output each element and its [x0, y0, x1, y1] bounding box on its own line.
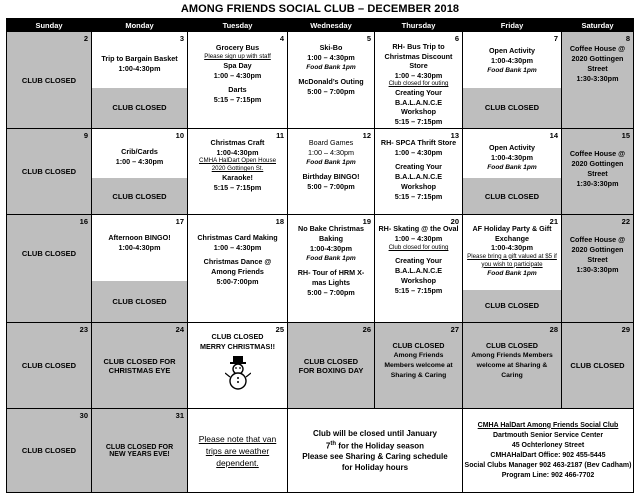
- club-closed-label: CLUB CLOSED: [570, 361, 625, 370]
- day-cell-30: [7, 409, 92, 493]
- day-cell-24: [92, 323, 188, 409]
- day-number: 31: [175, 411, 184, 420]
- week-row: [7, 409, 634, 493]
- day-number: 15: [621, 131, 630, 140]
- club-closed-label: CLUB CLOSED FOR NEW YEARS EVE!: [105, 443, 174, 458]
- event-title: Grocery Bus: [215, 43, 260, 52]
- day-header-friday: Friday: [463, 19, 562, 32]
- day-number: 7: [553, 34, 558, 43]
- day-number: 3: [179, 34, 184, 43]
- event-title: No Bake Christmas Baking: [298, 224, 364, 243]
- club-closed-label: CLUB CLOSED FOR BOXING DAY: [298, 356, 364, 375]
- event-time: 5:00 – 7:00pm: [307, 87, 355, 96]
- event-time: 5:00-7:00pm: [216, 277, 259, 286]
- food-bank-note: Food Bank 1pm: [306, 64, 356, 71]
- event-title: Coffee House @ 2020 Gottingen Street: [569, 235, 626, 264]
- event-note: Club closed for outing: [388, 244, 449, 251]
- day-cell-13: [375, 129, 463, 215]
- day-cell-14: [463, 129, 562, 215]
- day-number: 20: [450, 217, 459, 226]
- event-time: 1:00 – 4:30pm: [394, 234, 443, 243]
- day-number: 9: [83, 131, 88, 140]
- week-row: [7, 129, 634, 215]
- day-cell-16: [7, 215, 92, 323]
- day-cell-11: [188, 129, 288, 215]
- day-cell-20: [375, 215, 463, 323]
- event-title: AF Holiday Party & Gift Exchange: [472, 224, 552, 243]
- event-note: CMHA HalDart Open House: [198, 157, 277, 164]
- day-number: 26: [362, 325, 371, 334]
- event-title: Afternoon BINGO!: [108, 233, 171, 242]
- day-header-monday: Monday: [92, 19, 188, 32]
- food-bank-note: Food Bank 1pm: [306, 255, 356, 262]
- contact-line: CMHAHalDart Office: 902 455-5445: [490, 451, 606, 459]
- closure-date: 7: [325, 441, 331, 451]
- event-note: Please bring a gift valued at $5 if you wish to participate: [467, 252, 557, 268]
- holiday-greeting: MERRY CHRISTMAS!!: [199, 342, 276, 351]
- club-closed-label: CLUB CLOSED: [21, 75, 77, 85]
- day-number: 17: [175, 217, 184, 226]
- event-title: Open Activity: [488, 46, 536, 55]
- club-closed-label: CLUB CLOSED: [21, 249, 77, 258]
- day-number: 11: [276, 131, 284, 140]
- event-title: Karaoke!: [222, 173, 253, 182]
- day-cell-15: [562, 129, 634, 215]
- event-title: Coffee House @ 2020 Gottingen Street: [569, 149, 626, 178]
- day-number: 23: [79, 325, 88, 334]
- event-note: Please sign up with staff: [204, 53, 271, 60]
- contact-line: Dartmouth Senior Service Center: [492, 431, 604, 439]
- day-header-saturday: Saturday: [562, 19, 634, 32]
- event-title: RH- Bus Trip to Christmas Discount Store: [384, 42, 453, 70]
- day-cell-31: [92, 409, 188, 493]
- day-cell-18: [188, 215, 288, 323]
- club-closed-label: CLUB CLOSED: [92, 178, 187, 214]
- event-title: Creating Your B.A.L.A.N.C.E Workshop: [394, 162, 443, 191]
- event-note: 2020 Gottingen St.: [211, 165, 264, 172]
- event-title: Christmas Card Making: [197, 233, 278, 242]
- closure-line: for the Holiday season: [336, 441, 425, 451]
- event-time: 5:15 – 7:15pm: [394, 286, 443, 295]
- day-number: 10: [175, 131, 184, 140]
- contact-line: 45 Ochterloney Street: [511, 441, 585, 449]
- club-closed-label: CLUB CLOSED: [463, 290, 561, 322]
- day-number: 19: [362, 217, 371, 226]
- event-time: 1:00-4:30pm: [216, 147, 259, 157]
- day-cell-10: [92, 129, 188, 215]
- event-time: 1:00 – 4:30pm: [394, 148, 443, 157]
- event-time: 1:00 – 4:30pm: [115, 157, 164, 166]
- day-header-sunday: Sunday: [7, 19, 92, 32]
- contact-line: Program Line: 902 466-7702: [501, 471, 595, 479]
- event-time: 1:00-4:30pm: [118, 64, 161, 73]
- day-number: 21: [549, 217, 558, 226]
- day-number: 16: [79, 217, 88, 226]
- day-number: 12: [362, 131, 371, 140]
- event-title: Crib/Cards: [121, 147, 158, 156]
- event-title: Christmas Dance @ Among Friends: [203, 257, 272, 276]
- event-title: Creating Your B.A.L.A.N.C.E Workshop: [394, 256, 443, 285]
- event-time: 5:15 – 7:15pm: [394, 116, 443, 126]
- day-number: 30: [79, 411, 88, 420]
- day-number: 29: [621, 325, 630, 334]
- event-time: 5:15 – 7:15pm: [213, 182, 262, 192]
- club-closed-label: CLUB CLOSED: [486, 341, 538, 350]
- day-cell-22: [562, 215, 634, 323]
- event-time: 1:30-3:30pm: [576, 179, 619, 188]
- event-title: Christmas Craft: [210, 138, 265, 147]
- event-title: Spa Day: [223, 61, 252, 70]
- day-cell-19: [288, 215, 375, 323]
- day-header-wednesday: Wednesday: [288, 19, 375, 32]
- club-closed-label: CLUB CLOSED: [392, 341, 445, 350]
- event-time: 5:00 – 7:00pm: [307, 182, 355, 191]
- day-cell-2: [7, 32, 92, 129]
- day-number: 8: [625, 34, 630, 43]
- day-cell-3: [92, 32, 188, 129]
- food-bank-note: Food Bank 1pm: [487, 164, 537, 171]
- week-row: [7, 323, 634, 409]
- day-cell-17: [92, 215, 188, 323]
- day-cell-23: [7, 323, 92, 409]
- club-closed-label: CLUB CLOSED: [21, 361, 77, 370]
- day-number: 6: [454, 34, 459, 43]
- club-closed-label: CLUB CLOSED: [92, 88, 187, 128]
- event-note: Among Friends Members welcome at Sharing & Caring: [471, 352, 553, 379]
- weekday-header-row: [7, 19, 634, 32]
- calendar-title: AMONG FRIENDS SOCIAL CLUB – DECEMBER 2018: [180, 3, 460, 15]
- event-title: Coffee House @ 2020 Gottingen Street: [569, 44, 626, 73]
- day-cell-26: [288, 323, 375, 409]
- closure-line: Please see Sharing & Caring schedule for Holiday hours: [302, 452, 448, 473]
- day-cell-8: [562, 32, 634, 129]
- event-time: 1:00 – 4:30pm: [394, 70, 443, 80]
- event-time: 1:30-3:30pm: [576, 265, 619, 274]
- snowman-icon: [225, 356, 251, 390]
- day-number: 2: [83, 34, 88, 43]
- event-title: RH- SPCA Thrift Store: [380, 138, 457, 147]
- event-title: Ski-Bo: [319, 43, 343, 52]
- closure-date-suffix: th: [330, 440, 337, 447]
- van-note-cell: [188, 409, 288, 493]
- holiday-closure-cell: [288, 409, 463, 493]
- event-title: McDonald’s Outing: [298, 77, 364, 86]
- event-time: 1:00-4:30pm: [118, 243, 161, 252]
- event-title: Trip to Bargain Basket: [101, 54, 178, 63]
- event-time: 1:00 – 4:30pm: [307, 53, 355, 62]
- event-time: 1:00 – 4:30pm: [213, 243, 262, 252]
- day-cell-9: [7, 129, 92, 215]
- van-weather-note: Please note that van trips are weather dependent.: [198, 433, 277, 468]
- day-number: 27: [450, 325, 459, 334]
- closure-line: Club will be closed until January: [312, 428, 438, 438]
- event-note: Among Friends Members welcome at Sharing & Caring: [384, 352, 453, 379]
- day-number: 5: [366, 34, 371, 43]
- day-cell-27: [375, 323, 463, 409]
- event-time: 5:15 – 7:15pm: [213, 95, 262, 104]
- event-time: 1:00-4:30pm: [491, 153, 533, 162]
- day-cell-6: [375, 32, 463, 129]
- event-title: Board Games: [308, 138, 354, 147]
- day-header-tuesday: Tuesday: [188, 19, 288, 32]
- food-bank-note: Food Bank 1pm: [487, 67, 537, 74]
- week-row: [7, 32, 634, 129]
- day-number: 24: [175, 325, 184, 334]
- day-cell-25: [188, 323, 288, 409]
- day-number: 13: [450, 131, 459, 140]
- contact-line: Social Clubs Manager 902 463-2187 (Bev Cadham): [464, 461, 632, 469]
- day-number: 14: [549, 131, 558, 140]
- day-number: 25: [275, 325, 284, 334]
- day-header-thursday: Thursday: [375, 19, 463, 32]
- food-bank-note: Food Bank 1pm: [487, 269, 537, 277]
- club-closed-label: CLUB CLOSED: [92, 281, 187, 322]
- day-cell-5: [288, 32, 375, 129]
- club-closed-label: CLUB CLOSED FOR CHRISTMAS EYE: [103, 356, 176, 375]
- event-title: Creating Your B.A.L.A.N.C.E Workshop: [394, 88, 443, 116]
- day-cell-4: [188, 32, 288, 129]
- event-title: Birthday BINGO!: [302, 172, 360, 181]
- club-closed-label: CLUB CLOSED: [211, 332, 264, 341]
- day-cell-12: [288, 129, 375, 215]
- club-closed-label: CLUB CLOSED: [21, 446, 77, 455]
- day-number: 22: [621, 217, 630, 226]
- day-number: 4: [279, 34, 284, 43]
- event-time: 1:00-4:30pm: [491, 243, 533, 252]
- day-cell-7: [463, 32, 562, 129]
- event-note: Club closed for outing: [388, 80, 449, 87]
- event-time: 1:00-4:30pm: [310, 244, 352, 253]
- club-closed-label: CLUB CLOSED: [21, 167, 77, 176]
- week-row: [7, 215, 634, 323]
- event-time: 5:15 – 7:15pm: [394, 192, 443, 201]
- day-cell-28: [463, 323, 562, 409]
- event-time: 1:00-4:30pm: [491, 56, 533, 65]
- contact-info-cell: [463, 409, 634, 493]
- club-closed-label: CLUB CLOSED: [463, 88, 561, 128]
- day-number: 18: [275, 217, 284, 226]
- event-time: 1:30-3:30pm: [576, 74, 619, 83]
- event-time: 5:00 – 7:00pm: [307, 288, 355, 297]
- day-cell-21: [463, 215, 562, 323]
- day-cell-29: [562, 323, 634, 409]
- event-time: 1:00 – 4:30pm: [213, 71, 262, 80]
- calendar-grid: [6, 18, 634, 493]
- event-time: 1:00 – 4:30pm: [308, 148, 354, 157]
- event-title: RH- Skating @ the Oval: [378, 224, 459, 233]
- day-number: 28: [549, 325, 558, 334]
- event-title: RH- Tour of HRM X-mas Lights: [297, 268, 365, 287]
- club-name-link: CMHA HalDart Among Friends Social Club: [477, 421, 619, 429]
- event-title: Darts: [228, 85, 247, 94]
- event-title: Open Activity: [488, 143, 536, 152]
- club-closed-label: CLUB CLOSED: [463, 178, 561, 214]
- food-bank-note: Food Bank 1pm: [306, 159, 356, 166]
